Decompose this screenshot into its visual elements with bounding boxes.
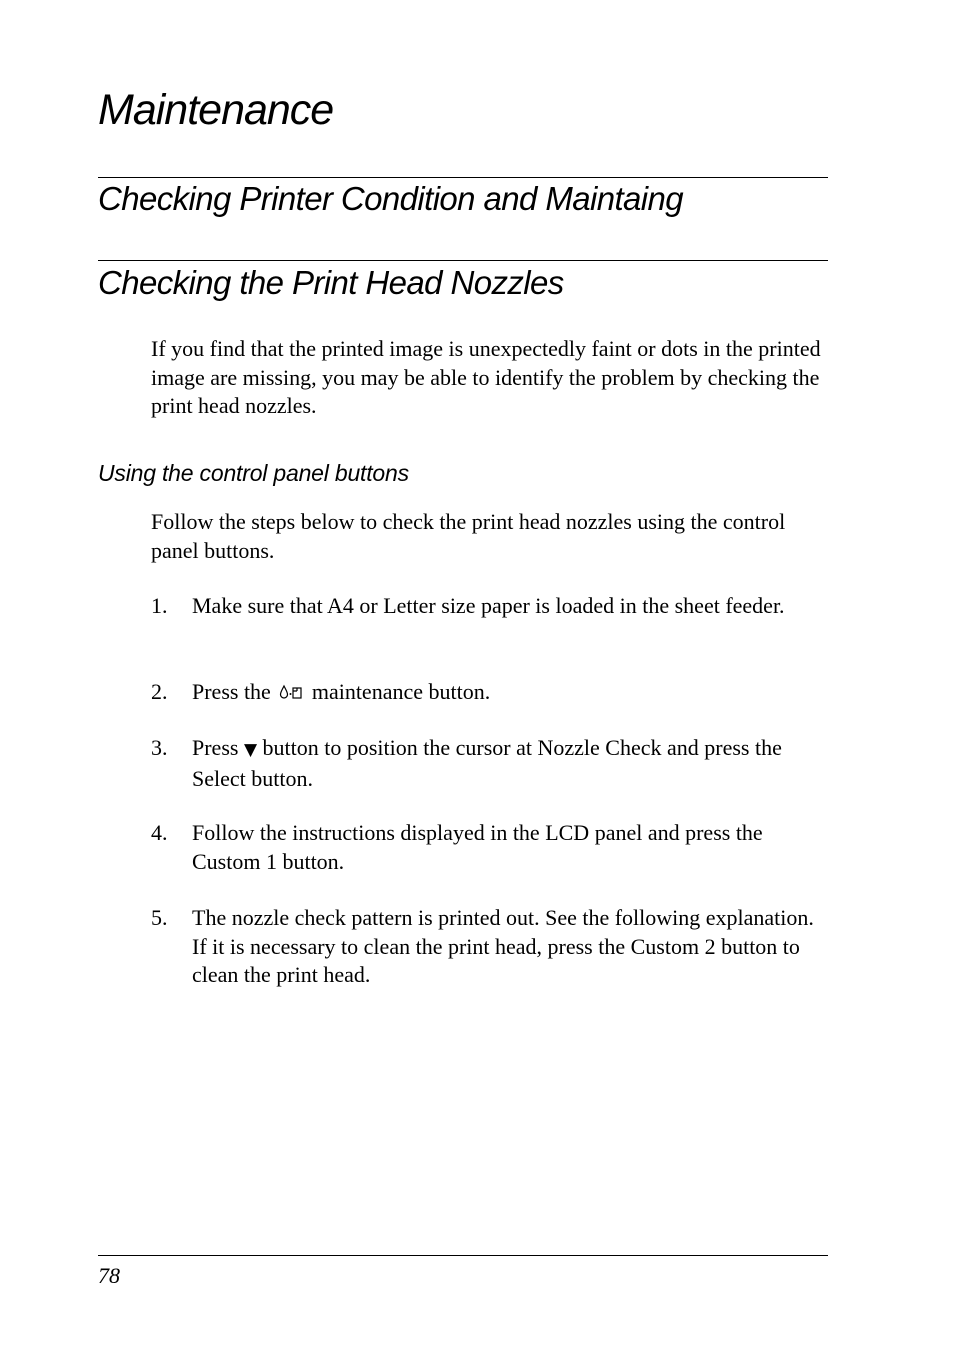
step-text-after-icon: button to position the cursor at Nozzle Check and press the Select button. — [192, 735, 782, 791]
step-number: 2. — [151, 679, 168, 704]
page-number: 78 — [98, 1263, 120, 1288]
step-text-after-icon: maintenance button. — [311, 679, 491, 704]
step-text: The nozzle check pattern is printed out. See the following explanation. If it is necessary to clean the print head, press the Custom 2 button to clean the print head. — [192, 905, 814, 988]
section-title-print-head-nozzles: Checking the Print Head Nozzles — [98, 264, 564, 301]
step-number: 1. — [151, 593, 168, 618]
section-title-printer-condition: Checking Printer Condition and Maintaing — [98, 180, 684, 217]
step-number: 3. — [151, 735, 168, 760]
step-number: 4. — [151, 820, 168, 845]
subsection-title: Using the control panel buttons — [98, 460, 409, 486]
step-text — [192, 678, 832, 709]
step-text: Make sure that A4 or Letter size paper is loaded in the sheet feeder. — [192, 593, 785, 618]
down-arrow-icon: ▼ — [243, 740, 258, 760]
maintenance-icon — [278, 680, 304, 709]
step-text-before-icon: Press — [192, 735, 239, 760]
step-text: Follow the instructions displayed in the LCD panel and press the Custom 1 button. — [192, 820, 763, 874]
intro-paragraph: If you find that the printed image is unexpectedly faint or dots in the printed image are missing, you may be able to identify the problem by checking the print head nozzles. — [151, 336, 821, 419]
step-number: 5. — [151, 905, 168, 930]
chapter-title: Maintenance — [98, 86, 334, 134]
step-text-before-icon: Press the — [192, 679, 271, 704]
footer-rule — [98, 1255, 828, 1256]
step-text — [192, 734, 832, 793]
subsection-intro-paragraph: Follow the steps below to check the print head nozzles using the control panel buttons. — [151, 509, 786, 563]
